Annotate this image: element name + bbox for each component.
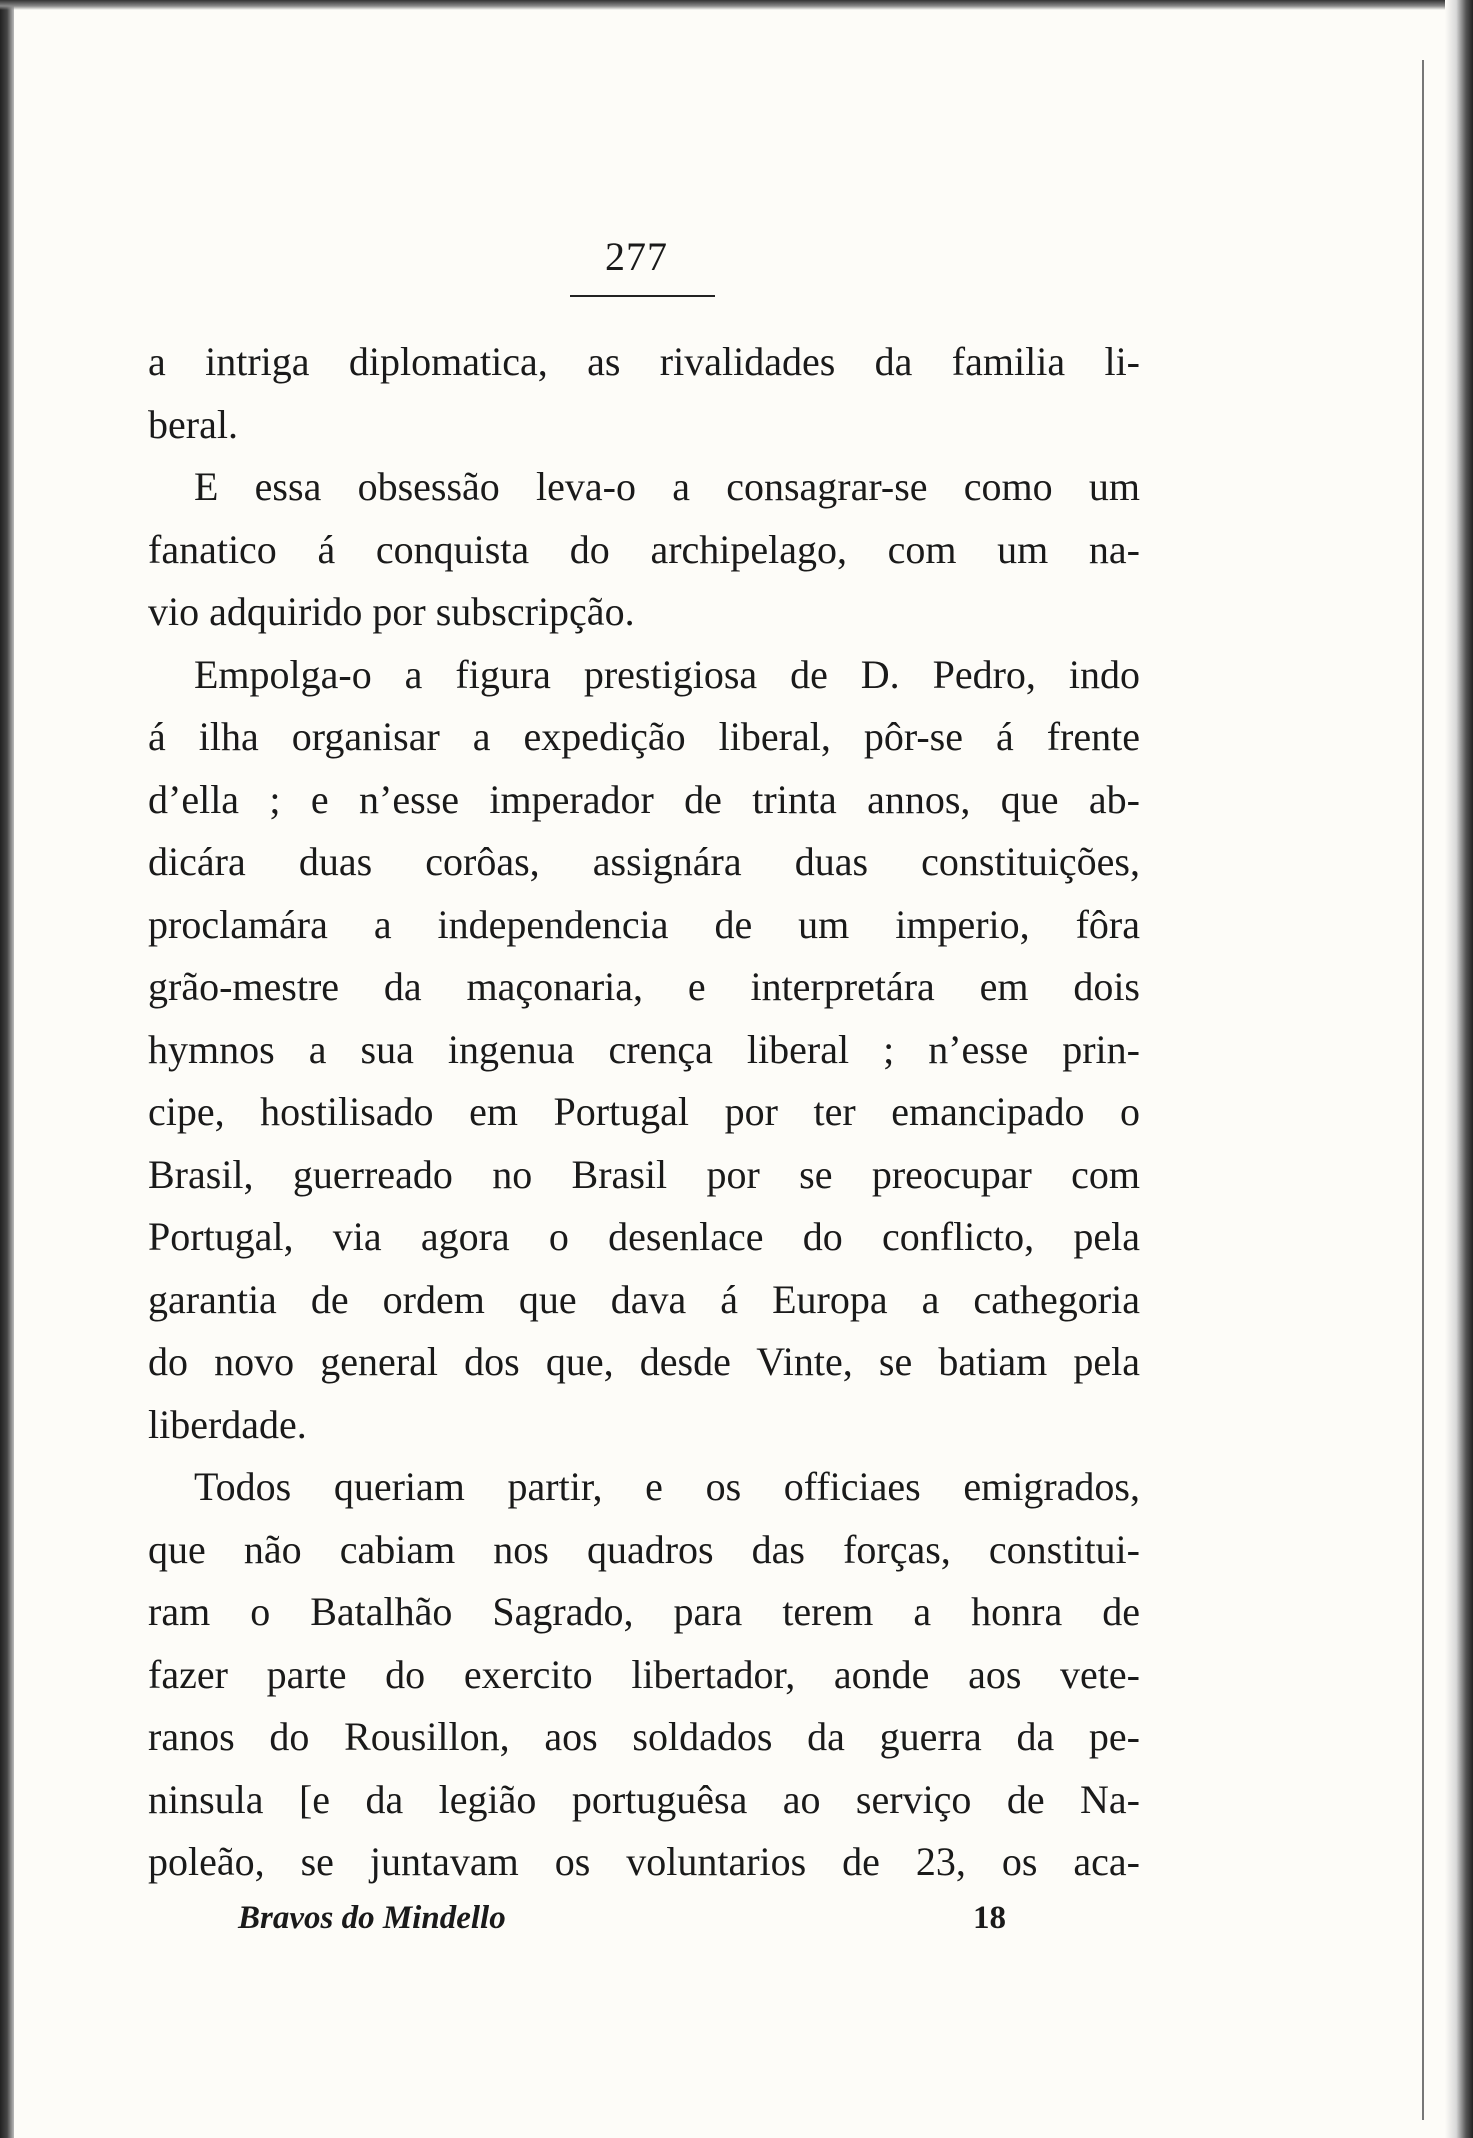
- text-line: fanatico á conquista do archipelago, com um na-: [148, 526, 1140, 572]
- text-line: proclamára a independencia de um imperio, fôra: [148, 901, 1140, 947]
- body-text: [148, 331, 1140, 1894]
- page-footer: [238, 1900, 1006, 1937]
- text-line: garantia de ordem que dava á Europa a cathegoria: [148, 1276, 1140, 1322]
- text-line: dicára duas corôas, assignára duas constituições,: [148, 839, 1140, 884]
- text-line: d’ella ; e n’esse imperador de trinta annos, que ab-: [148, 776, 1140, 822]
- page-right-edge: [1445, 0, 1473, 2138]
- page-top-edge: [0, 0, 1473, 10]
- text-line: a intriga diplomatica, as rivalidades da familia li-: [148, 339, 1140, 384]
- paragraph-start-line: Todos queriam partir, e os officiaes emigrados,: [194, 1464, 1140, 1509]
- text-line: que não cabiam nos quadros das forças, constitui-: [148, 1526, 1140, 1572]
- text-line: do novo general dos que, desde Vinte, se batiam pela: [148, 1339, 1140, 1384]
- text-line: Brasil, guerreado no Brasil por se preocupar com: [148, 1151, 1140, 1197]
- text-line: cipe, hostilisado em Portugal por ter emancipado o: [148, 1089, 1140, 1134]
- signature-mark: 18: [973, 1900, 1006, 1936]
- text-line: vio adquirido por subscripção.: [148, 589, 635, 634]
- page-binding-shadow: [0, 0, 14, 2138]
- text-line: ram o Batalhão Sagrado, para terem a honra de: [148, 1589, 1140, 1634]
- text-line: Portugal, via agora o desenlace do conflicto, pela: [148, 1214, 1140, 1259]
- text-line: poleão, se juntavam os voluntarios de 23, os aca-: [148, 1839, 1140, 1884]
- paragraph-start-line: E essa obsessão leva-o a consagrar-se como um: [194, 464, 1140, 509]
- text-line: ninsula [e da legião portuguêsa ao serviço de Na-: [148, 1776, 1140, 1822]
- text-line: fazer parte do exercito libertador, aonde aos vete-: [148, 1651, 1140, 1697]
- text-line: grão-mestre da maçonaria, e interpretára em dois: [148, 964, 1140, 1009]
- text-line: á ilha organisar a expedição liberal, pôr-se á frente: [148, 714, 1140, 759]
- paragraph-start-line: Empolga-o a figura prestigiosa de D. Pedro, indo: [194, 651, 1140, 697]
- text-line: hymnos a sua ingenua crença liberal ; n’esse prin-: [148, 1026, 1140, 1072]
- header-rule: [570, 295, 715, 297]
- book-title: Bravos do Mindello: [238, 1900, 506, 1936]
- text-line: beral.: [148, 401, 238, 447]
- text-line: ranos do Rousillon, aos soldados da guerra da pe-: [148, 1714, 1140, 1759]
- page-number: 277: [605, 234, 668, 279]
- text-line: liberdade.: [148, 1401, 307, 1447]
- page-fold-line: [1422, 60, 1424, 2120]
